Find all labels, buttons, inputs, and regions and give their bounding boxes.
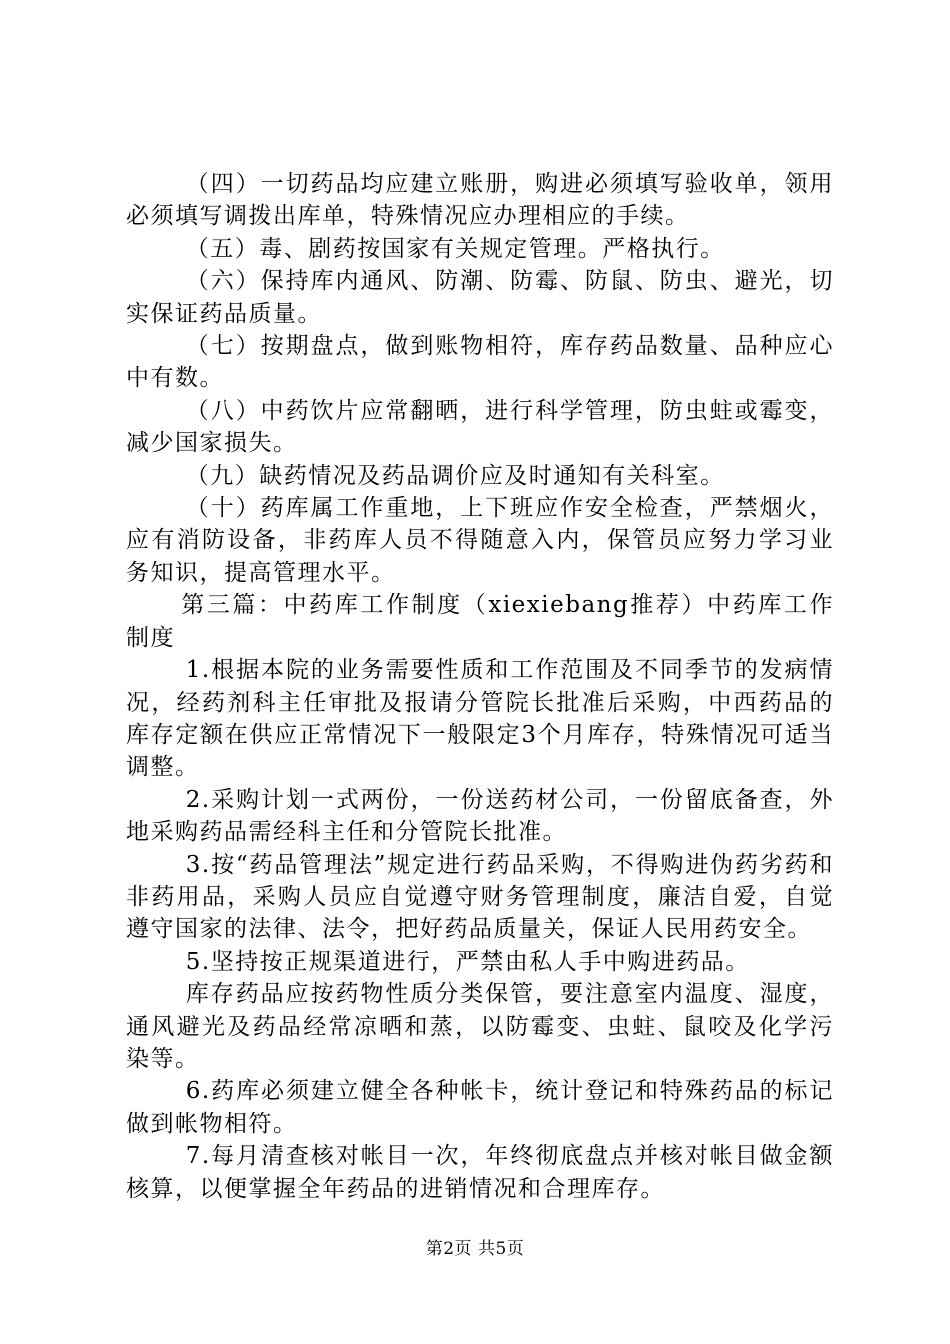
- paragraph-item-9: （九）缺药情况及药品调价应及时通知有关科室。: [185, 462, 725, 489]
- paragraph-item-6: （六）保持库内通风、防潮、防霉、防鼠、防虫、避光，切实保证药品质量。: [126, 268, 834, 327]
- rule-item-5: 5.坚持按正规渠道进行，严禁由私人手中购进药品。: [185, 948, 750, 975]
- document-body: [126, 168, 834, 1205]
- rule-item-2: 2.采购计划一式两份，一份送药材公司，一份留底备查，外地采购药品需经科主任和分管院长批准。: [126, 786, 834, 846]
- paragraph-item-4: （四）一切药品均应建立账册，购进必须填写验收单，领用必须填写调拨出库单，特殊情况应办理相应的手续。: [126, 171, 834, 230]
- rule-item-1: 1.根据本院的业务需要性质和工作范围及不同季节的发病情况，经药剂科主任审批及报请分管院长批准后采购，中西药品的库存定额在供应正常情况下一般限定3个月库存，特殊情况可适当调整。: [126, 657, 834, 781]
- paragraph-item-7: （七）按期盘点，做到账物相符，库存药品数量、品种应心中有数。: [126, 333, 834, 392]
- rule-item-3: 3.按“药品管理法”规定进行药品采购，不得购进伪药劣药和非药用品，采购人员应自觉遵守财务管理制度，廉洁自爱，自觉遵守国家的法律、法令，把好药品质量关，保证人民用药安全。: [126, 851, 834, 943]
- storage-paragraph: 库存药品应按药物性质分类保管，要注意室内温度、湿度，通风避光及药品经常凉晒和蒸，以防霉变、虫蛀、鼠咬及化学污染等。: [126, 981, 834, 1072]
- rule-item-7: 7.每月清查核对帐目一次，年终彻底盘点并核对帐目做金额核算，以便掌握全年药品的进销情况和合理库存。: [126, 1143, 834, 1202]
- paragraph-item-5: （五）毒、剧药按国家有关规定管理。严格执行。: [185, 235, 725, 262]
- section-heading: 第三篇：中药库工作制度（xiexiebang推荐）中药库工作制度: [126, 592, 834, 651]
- paragraph-item-8: （八）中药饮片应常翻晒，进行科学管理，防虫蛀或霉变，减少国家损失。: [126, 397, 834, 457]
- rule-item-6: 6.药库必须建立健全各种帐卡，统计登记和特殊药品的标记做到帐物相符。: [126, 1078, 834, 1137]
- paragraph-item-10: （十）药库属工作重地，上下班应作安全检查，严禁烟火，应有消防设备，非药库人员不得随意入内，保管员应努力学习业务知识，提高管理水平。: [126, 495, 834, 586]
- page-number-footer: 第2页 共5页: [425, 1239, 525, 1259]
